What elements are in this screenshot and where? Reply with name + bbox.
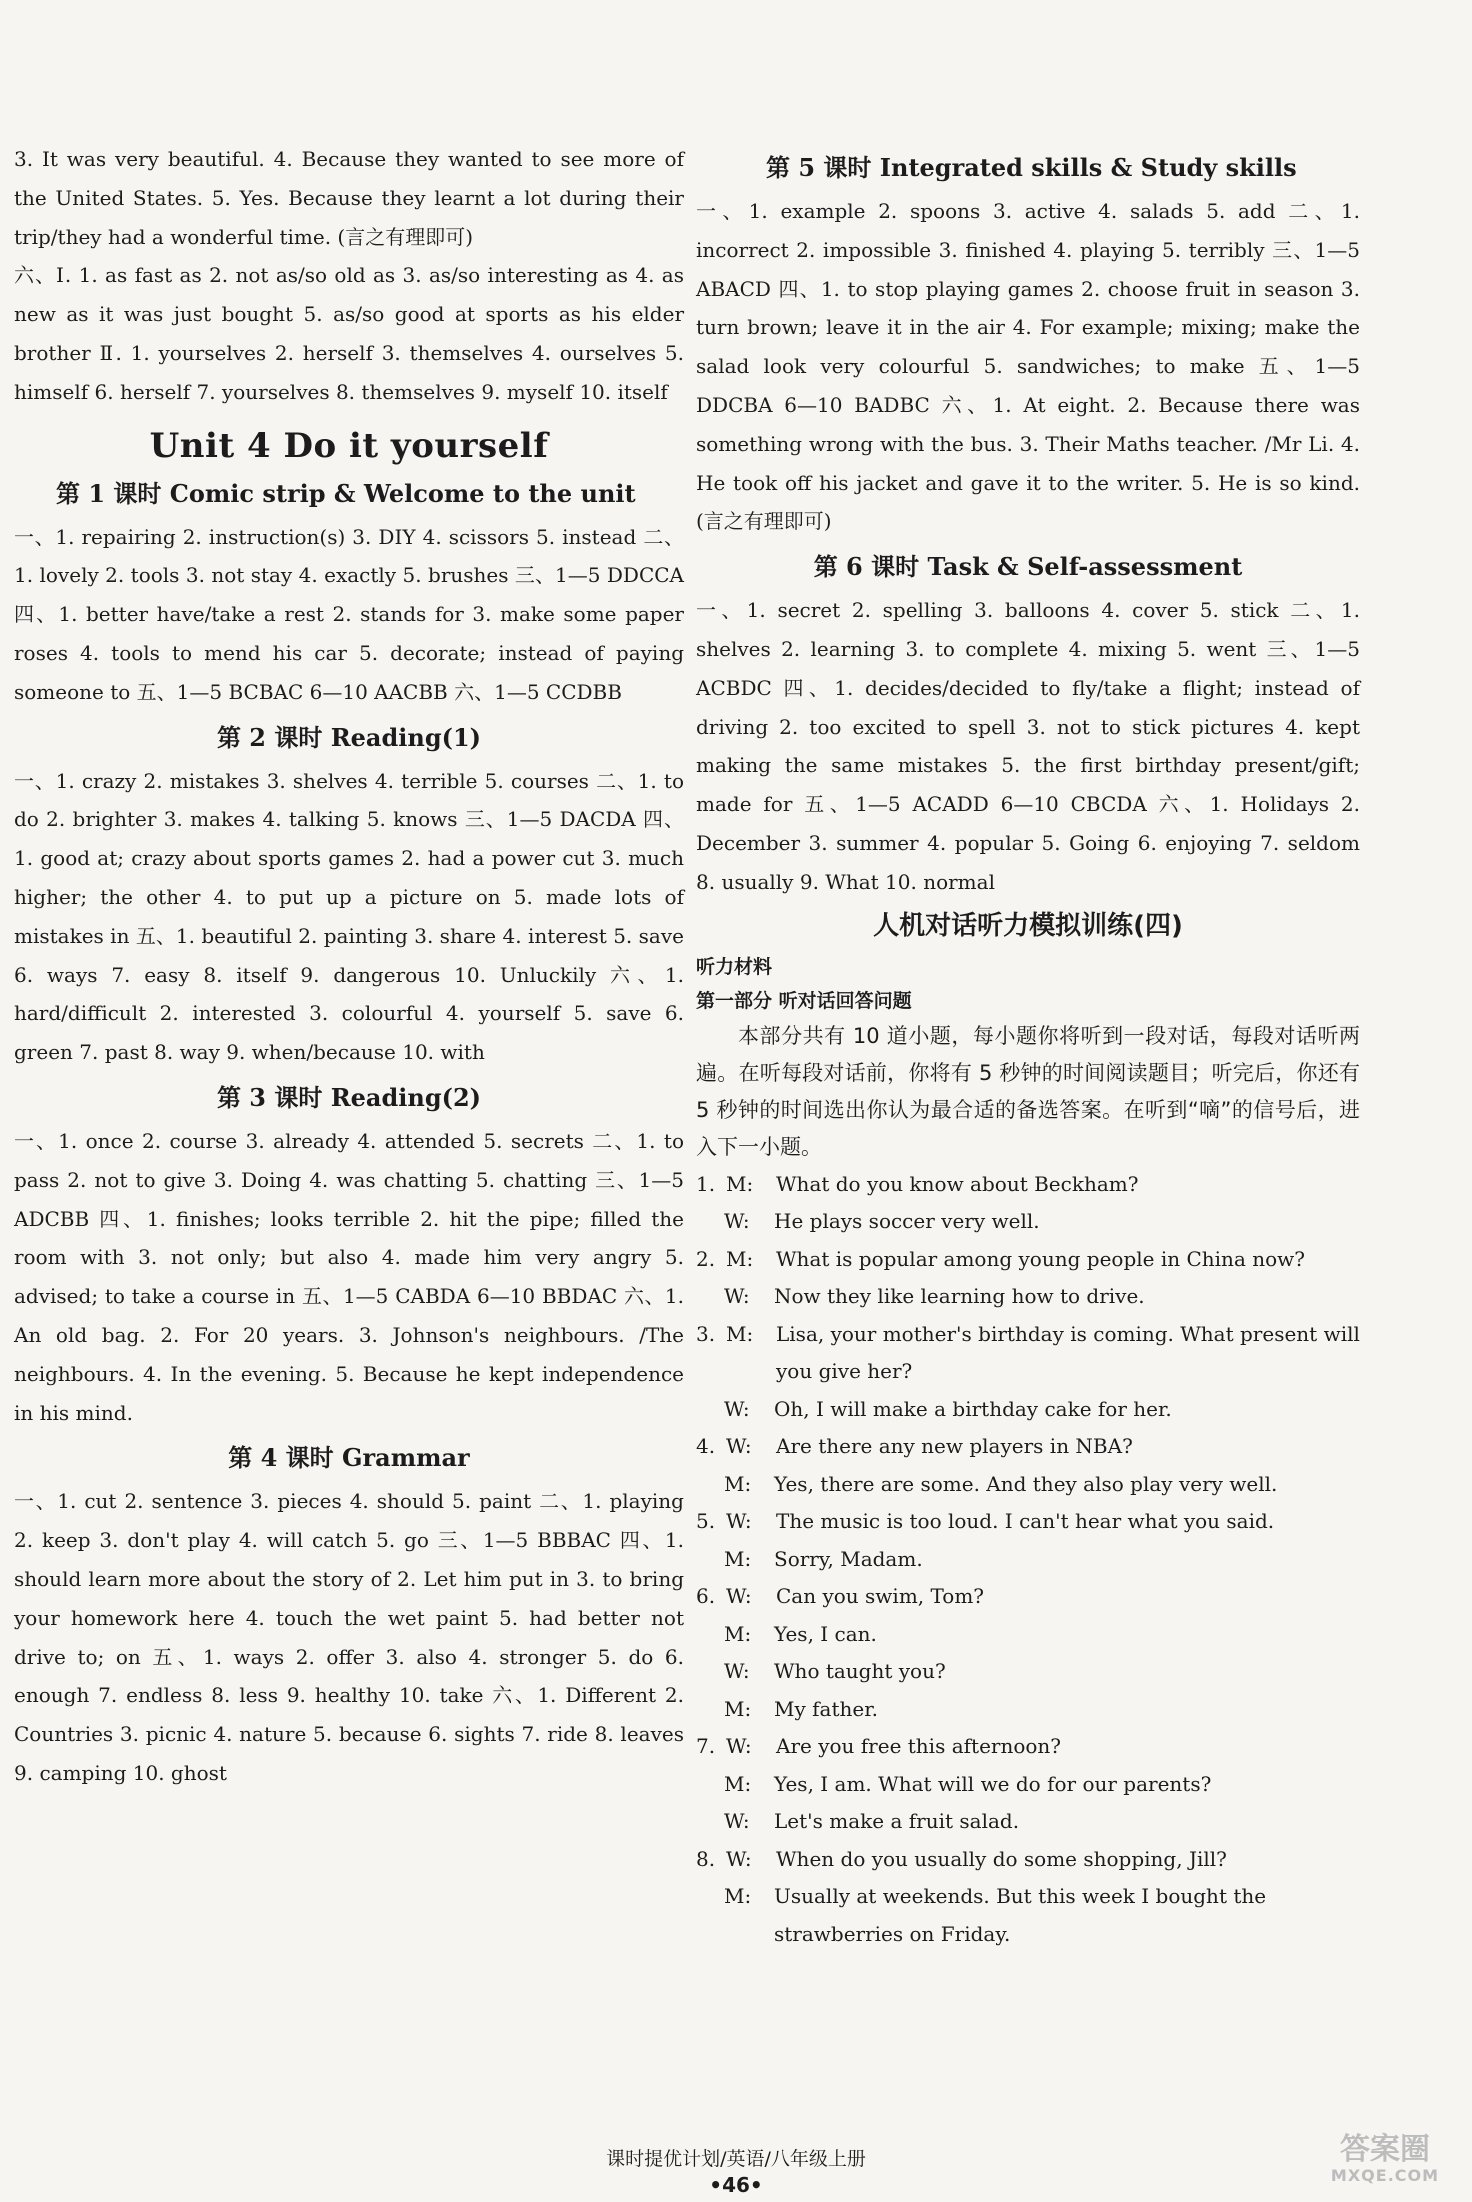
- speaker: W:: [724, 1396, 750, 1421]
- dialogue-line: The music is too loud. I can't hear what you said.: [776, 1509, 1275, 1534]
- dialogue-number: 7.: [696, 1734, 716, 1759]
- footer-book-title: 课时提优计划/英语/八年级上册: [606, 2148, 866, 2170]
- dialogue-number: 3.: [696, 1321, 716, 1346]
- dialogue-number: 4.: [696, 1434, 716, 1459]
- speaker: M:: [724, 1471, 752, 1496]
- dialogue-line: Now they like learning how to drive.: [774, 1284, 1145, 1309]
- speaker: M:: [724, 1546, 752, 1571]
- dialogue-line: Who taught you?: [774, 1659, 946, 1684]
- dialogue-number: 1.: [696, 1171, 716, 1196]
- speaker: M:: [724, 1621, 752, 1646]
- speaker: W:: [726, 1434, 752, 1459]
- listening-title: 人机对话听力模拟训练(四): [873, 910, 1183, 941]
- lesson-3-title: 第 3 课时 Reading(2): [216, 1082, 482, 1112]
- speaker: M:: [726, 1246, 754, 1271]
- dialogue-item: [696, 1428, 1360, 1503]
- dialogue-line: Can you swim, Tom?: [776, 1584, 985, 1609]
- dialogue-number: 5.: [696, 1509, 716, 1534]
- speaker: W:: [724, 1659, 750, 1684]
- unit-title: Unit 4 Do it yourself: [149, 425, 549, 466]
- intro-answers-part2: 六、Ⅰ. 1. as fast as 2. not as/so old as 3. as/so interesting as 4. as new as it was just bought 5. as/so good at sports as his elder brother Ⅱ. 1. yourselves 2. herself 3. themselves 4. ourselves 5. himself 6. herself 7. yourselves 8. themselves 9. myself 10. itself: [14, 263, 684, 404]
- speaker: W:: [726, 1584, 752, 1609]
- dialogue-line: My father.: [774, 1696, 878, 1721]
- page-footer: [0, 2144, 1472, 2197]
- lesson-2-title: 第 2 课时 Reading(1): [216, 722, 482, 752]
- lesson-6-title: 第 6 课时 Task & Self-assessment: [813, 552, 1243, 582]
- dialogue-item: [696, 1841, 1360, 1954]
- speaker: M:: [724, 1771, 752, 1796]
- dialogue-item: [696, 1503, 1360, 1578]
- dialogue-item: [696, 1241, 1360, 1316]
- dialogue-line: Are there any new players in NBA?: [776, 1434, 1133, 1459]
- dialogue-line: What do you know about Beckham?: [776, 1171, 1139, 1196]
- lesson-4-title: 第 4 课时 Grammar: [228, 1443, 470, 1473]
- listening-material-label: 听力材料: [696, 955, 773, 978]
- lesson-1-title: 第 1 课时 Comic strip & Welcome to the unit: [56, 478, 636, 508]
- intro-answers-part1: 3. It was very beautiful. 4. Because they wanted to see more of the United States. 5. Yes. Because they learnt a lot during their trip/they had a wonderful time. (言之有理即可): [14, 147, 684, 249]
- speaker: W:: [724, 1284, 750, 1309]
- dialogue-list: [696, 1166, 1360, 1954]
- lesson-5-title: 第 5 课时 Integrated skills & Study skills: [766, 153, 1297, 182]
- listening-instructions: 本部分共有 10 道小题，每小题你将听到一段对话，每段对话听两遍。在听每段对话前，你将有 5 秒钟的时间阅读题目；听完后，你还有 5 秒钟的时间选出你认为最合适的备选答案。在听到“嘀”的信号后，进入下一小题。: [696, 1023, 1360, 1159]
- speaker: W:: [726, 1846, 752, 1871]
- lesson-3-answers: 一、1. once 2. course 3. already 4. attended 5. secrets 二、1. to pass 2. not to give 3. Doing 4. was chatting 5. chatting 三、1—5 ADCBB 四、1. finishes; looks terrible 2. hit the pipe; filled the room with 3. not only; but also 4. made him very angry 5. advised; to take a course in 五、1—5 CABDA 6—10 BBDAC 六、1. An old bag. 2. For 20 years. 3. Johnson's neighbours. /The neighbours. 4. In the evening. 5. Because he kept independence in his mind.: [14, 1128, 684, 1425]
- speaker: M:: [726, 1171, 754, 1196]
- dialogue-line: When do you usually do some shopping, Jill?: [776, 1846, 1227, 1871]
- dialogue-line: Sorry, Madam.: [774, 1546, 923, 1571]
- dialogue-line: What is popular among young people in China now?: [776, 1246, 1305, 1271]
- right-column: [696, 148, 1360, 1953]
- dialogue-item: [696, 1578, 1360, 1728]
- dialogue-line: Yes, I can.: [774, 1621, 877, 1646]
- speaker: M:: [726, 1321, 754, 1346]
- page-number: •46•: [709, 2173, 763, 2197]
- watermark-logo: [1310, 2134, 1460, 2196]
- dialogue-line: Oh, I will make a birthday cake for her.: [774, 1396, 1172, 1421]
- column-divider: [684, 150, 685, 2130]
- dialogue-item: [696, 1316, 1360, 1429]
- left-column: [14, 140, 684, 1793]
- lesson-2-answers: 一、1. crazy 2. mistakes 3. shelves 4. terrible 5. courses 二、1. to do 2. brighter 3. makes 4. talking 5. knows 三、1—5 DACDA 四、1. good at; crazy about sports games 2. had a power cut 3. much higher; the other 4. to put up a picture on 5. made lots of mistakes in 五、1. beautiful 2. painting 3. share 4. interest 5. save 6. ways 7. easy 8. itself 9. dangerous 10. Unluckily 六、1. hard/difficult 2. interested 3. colourful 4. yourself 5. save 6. green 7. past 8. way 9. when/because 10. with: [14, 768, 684, 1065]
- dialogue-line: Yes, there are some. And they also play very well.: [774, 1471, 1278, 1496]
- dialogue-line: Lisa, your mother's birthday is coming. What present will you give her?: [776, 1321, 1360, 1384]
- speaker: M:: [724, 1696, 752, 1721]
- dialogue-line: Usually at weekends. But this week I bought the strawberries on Friday.: [774, 1884, 1267, 1946]
- dialogue-number: 2.: [696, 1246, 716, 1271]
- dialogue-line: Yes, I am. What will we do for our parents?: [774, 1771, 1212, 1796]
- dialogue-item: [696, 1728, 1360, 1841]
- dialogue-item: [696, 1166, 1360, 1241]
- lesson-1-answers: 一、1. repairing 2. instruction(s) 3. DIY 4. scissors 5. instead 二、1. lovely 2. tools 3. not stay 4. exactly 5. brushes 三、1—5 DDCCA 四、1. better have/take a rest 2. stands for 3. make some paper roses 4. tools to mend his car 5. decorate; instead of paying someone to 五、1—5 BCBAC 6—10 AACBB 六、1—5 CCDBB: [14, 524, 684, 704]
- dialogue-number: 8.: [696, 1846, 716, 1871]
- speaker: W:: [724, 1209, 750, 1234]
- watermark-domain: MXQE.COM: [1330, 2166, 1440, 2185]
- lesson-4-answers: 一、1. cut 2. sentence 3. pieces 4. should 5. paint 二、1. playing 2. keep 3. don't play 4. will catch 5. go 三、1—5 BBBAC 四、1. should learn more about the story of 2. Let him put in 3. to bring your homework here 4. touch the wet paint 5. had better not drive to; on 五、1. ways 2. offer 3. also 4. stronger 5. do 6. enough 7. endless 8. less 9. healthy 10. take 六、1. Different 2. Countries 3. picnic 4. nature 5. because 6. sights 7. ride 8. leaves 9. camping 10. ghost: [14, 1489, 684, 1785]
- listening-part-label: 第一部分 听对话回答问题: [696, 989, 912, 1012]
- dialogue-number: 6.: [696, 1584, 716, 1609]
- watermark-text: 答案圈: [1340, 2132, 1430, 2167]
- speaker: W:: [726, 1734, 752, 1759]
- speaker: W:: [724, 1809, 750, 1834]
- dialogue-line: Let's make a fruit salad.: [774, 1809, 1020, 1834]
- lesson-5-answers: 一、1. example 2. spoons 3. active 4. salads 5. add 二、1. incorrect 2. impossible 3. finished 4. playing 5. terribly 三、1—5 ABACD 四、1. to stop playing games 2. choose fruit in season 3. turn brown; leave it in the air 4. For example; mixing; make the salad look very colourful 5. sandwiches; to make 五、1—5 DDCBA 6—10 BADBC 六、1. At eight. 2. Because there was something wrong with the bus. 3. Their Maths teacher. /Mr Li. 4. He took off his jacket and gave it to the writer. 5. He is so kind. (言之有理即可): [696, 199, 1360, 534]
- speaker: W:: [726, 1509, 752, 1534]
- dialogue-line: Are you free this afternoon?: [776, 1734, 1062, 1759]
- lesson-6-answers: 一、1. secret 2. spelling 3. balloons 4. cover 5. stick 二、1. shelves 2. learning 3. to complete 4. mixing 5. went 三、1—5 ACBDC 四、1. decides/decided to fly/take a flight; instead of driving 2. too excited to spell 3. not to stick pictures 4. kept making the same mistakes 5. the first birthday present/gift; made for 五、1—5 ACADD 6—10 CBCDA 六、1. Holidays 2. December 3. summer 4. popular 5. Going 6. enjoying 7. seldom 8. usually 9. What 10. normal: [696, 598, 1360, 894]
- dialogue-line: He plays soccer very well.: [774, 1209, 1040, 1234]
- speaker: M:: [724, 1884, 752, 1909]
